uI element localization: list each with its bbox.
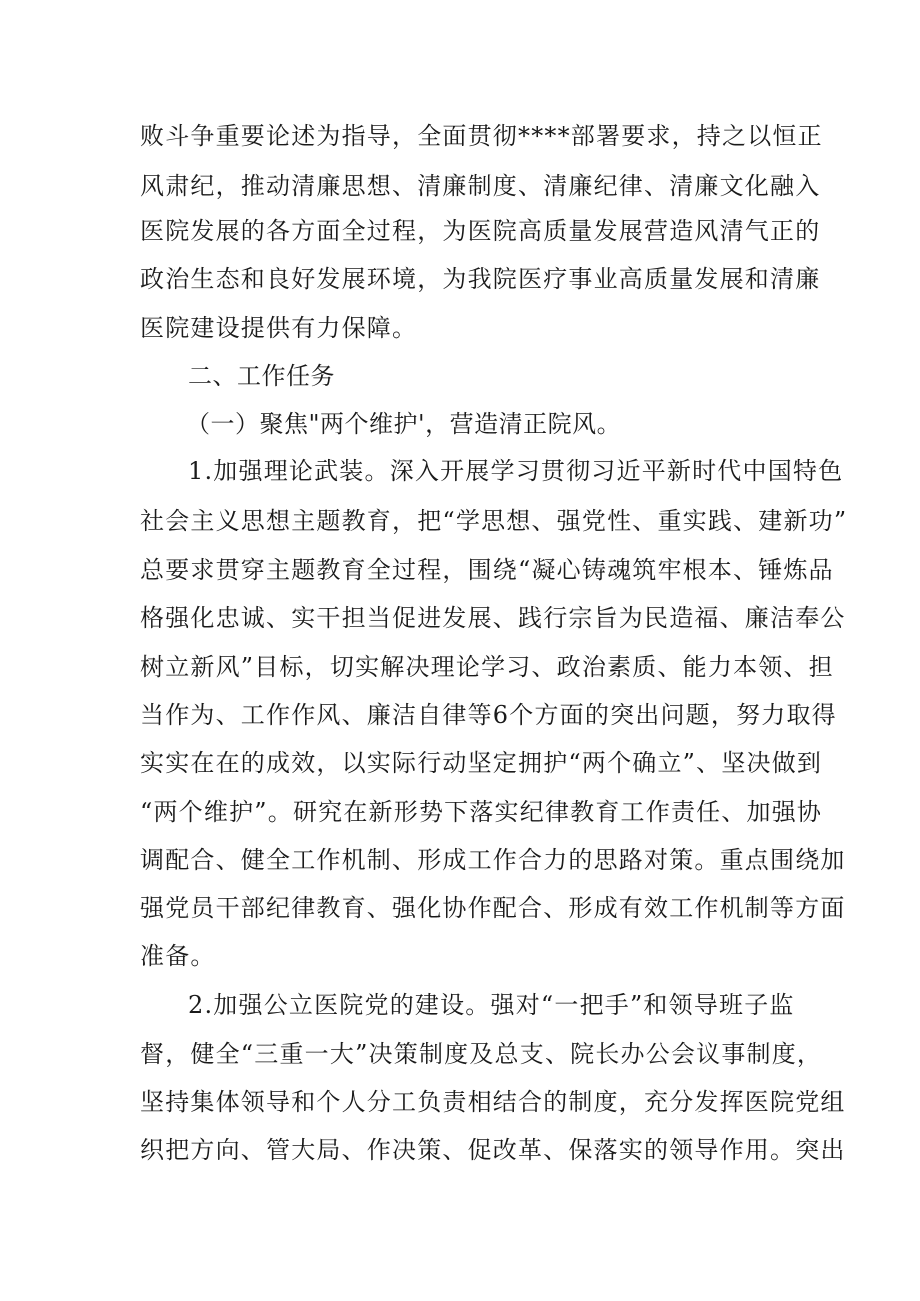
paragraph-line: 政治生态和良好发展环境，为我院医疗事业高质量发展和清廉 bbox=[140, 265, 821, 293]
paragraph-line: 织把方向、管大局、作决策、促改革、保落实的领导作用。突出 bbox=[140, 1136, 846, 1164]
paragraph-line: 医院建设提供有力保障。 bbox=[140, 314, 418, 342]
paragraph-line: 2.加强公立医院党的建设。强对“一把手”和领导班子监 bbox=[188, 991, 795, 1019]
paragraph-line: 督，健全“三重一大”决策制度及总支、院长办公会议事制度， bbox=[140, 1040, 823, 1068]
paragraph-line: 格强化忠诚、实干担当促进发展、践行宗旨为民造福、廉洁奉公 bbox=[140, 604, 846, 632]
paragraph-line: 医院发展的各方面全过程，为医院高质量发展营造风清气正的 bbox=[140, 217, 821, 245]
paragraph-line: 社会主义思想主题教育，把“学思想、强党性、重实践、建新功” bbox=[140, 507, 848, 535]
paragraph-line: 强党员干部纪律教育、强化协作配合、形成有效工作机制等方面 bbox=[140, 894, 846, 922]
subsection-heading: （一）聚焦"两个维护'，营造清正院风。 bbox=[186, 410, 622, 438]
paragraph-line: 实实在在的成效，以实际行动坚定拥护“两个确立”、坚决做到 bbox=[140, 749, 823, 777]
paragraph-line: 1.加强理论武装。深入开展学习贯彻习近平新时代中国特色 bbox=[188, 457, 844, 485]
paragraph-line: 总要求贯穿主题教育全过程，围绕“凝心铸魂筑牢根本、锤炼品 bbox=[140, 556, 834, 584]
paragraph-line: 树立新风”目标，切实解决理论学习、政治素质、能力本领、担 bbox=[140, 653, 834, 681]
paragraph-line: 准备。 bbox=[140, 942, 216, 970]
paragraph-line: 坚持集体领导和个人分工负责相结合的制度，充分发挥医院党组 bbox=[140, 1088, 846, 1116]
paragraph-line: 当作为、工作作风、廉洁自律等6个方面的突出问题，努力取得 bbox=[140, 701, 837, 729]
section-heading: 二、工作任务 bbox=[188, 362, 335, 390]
paragraph-line: 调配合、健全工作机制、形成工作合力的思路对策。重点围绕加 bbox=[140, 846, 846, 874]
paragraph-line: “两个维护”。研究在新形势下落实纪律教育工作责任、加强协 bbox=[140, 798, 823, 826]
paragraph-line: 败斗争重要论述为指导，全面贯彻****部署要求，持之以恒正 bbox=[140, 122, 823, 150]
paragraph-line: 风肃纪，推动清廉思想、清廉制度、清廉纪律、清廉文化融入 bbox=[140, 172, 821, 200]
